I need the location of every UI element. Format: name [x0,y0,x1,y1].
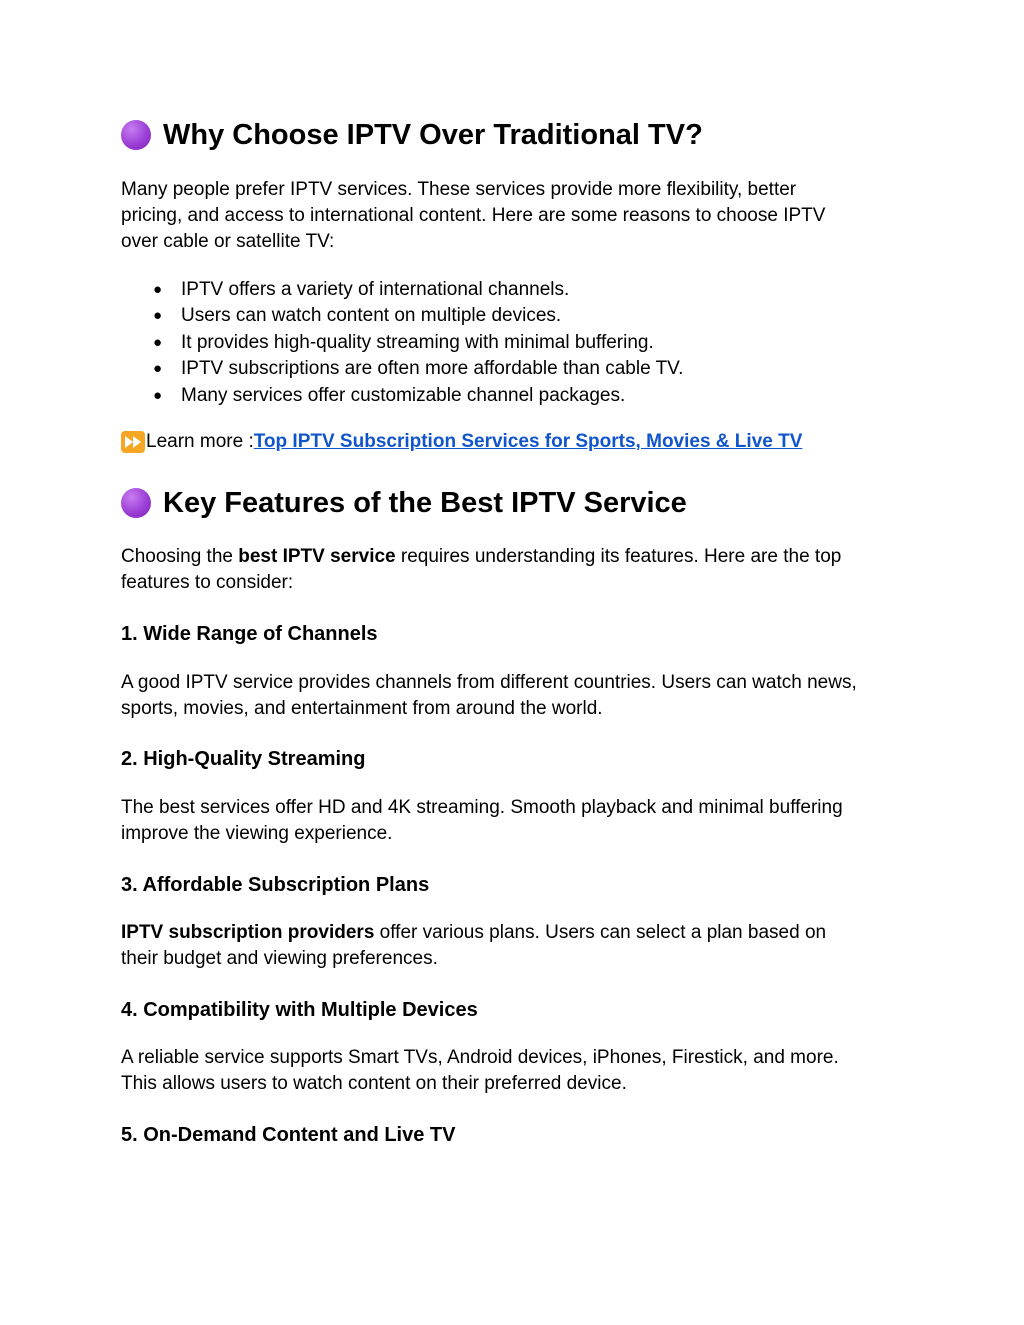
learn-more-link[interactable]: Top IPTV Subscription Services for Sports, Movies & Live TV [253,431,803,452]
purple-circle-icon [121,120,151,150]
list-item: ● IPTV subscriptions are often more affordable than cable TV. [121,356,911,382]
learn-more-line [121,429,802,455]
intro-line: pricing, and access to international content. Here are some reasons to choose IPTV [121,205,826,226]
section-heading-key-features [121,486,687,521]
feature-paragraph: A good IPTV service provides channels from different countries. Users can watch news, sports, movies, and entertainment from around the world. [121,672,857,719]
bullet-icon: ● [153,333,163,351]
feature-heading: 2. High-Quality Streaming [121,748,366,770]
list-item: ● IPTV offers a variety of international channels. [121,277,911,303]
features-intro [121,544,841,596]
feature-paragraph: The best services offer HD and 4K streaming. Smooth playback and minimal buffering improve the viewing experience. [121,797,843,844]
feature-heading: 3. Affordable Subscription Plans [121,874,430,896]
fast-forward-icon [121,431,145,453]
intro-line: Many people prefer IPTV services. These services provide more flexibility, better [121,179,797,200]
bullet-icon: ● [153,307,163,325]
list-item: ● Users can watch content on multiple devices. [121,303,911,329]
list-item: ● It provides high-quality streaming with minimal buffering. [121,330,911,356]
bullet-icon: ● [153,360,163,378]
intro-paragraph [121,177,825,255]
reasons-list [121,277,911,409]
feature-heading: 4. Compatibility with Multiple Devices [121,999,478,1021]
feature-heading: 5. On-Demand Content and Live TV [121,1124,456,1146]
bullet-icon: ● [153,386,163,404]
feature-paragraph: A reliable service supports Smart TVs, Android devices, iPhones, Firestick, and more. This allows users to watch content on their preferred device. [121,1047,839,1094]
section-title: Key Features of the Best IPTV Service [163,487,687,519]
intro-line: features to consider: [121,572,294,593]
purple-circle-icon [121,488,151,518]
intro-line: over cable or satellite TV: [121,231,335,252]
intro-line: Choosing the best IPTV service requires understanding its features. Here are the top [121,546,842,567]
section-heading-why-iptv [121,118,703,153]
feature-heading: 1. Wide Range of Channels [121,623,378,645]
learn-more-label: Learn more : [146,431,254,452]
list-item: ● Many services offer customizable channel packages. [121,383,911,409]
feature-paragraph: IPTV subscription providers offer various plans. Users can select a plan based on their budget and viewing preferences. [121,922,827,969]
section-title: Why Choose IPTV Over Traditional TV? [163,119,703,151]
bullet-icon: ● [153,281,163,298]
